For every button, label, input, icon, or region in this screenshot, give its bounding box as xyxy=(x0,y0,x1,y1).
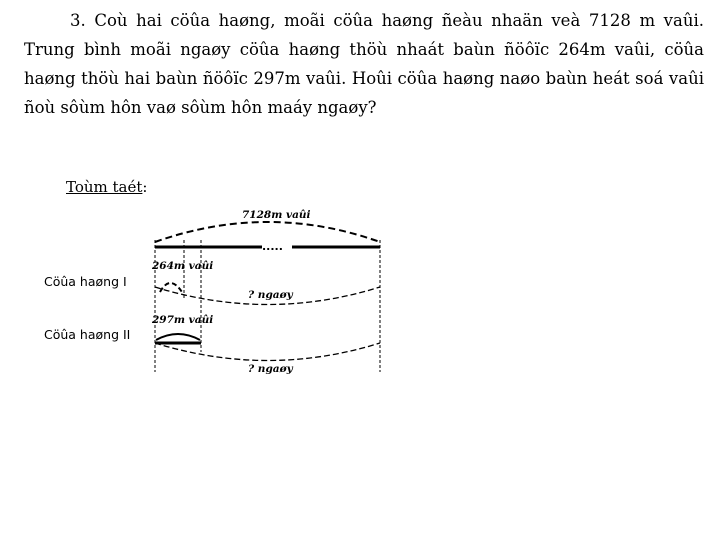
total-brace xyxy=(155,222,380,242)
store-2-days-brace xyxy=(155,343,380,361)
bar-ellipsis: ..... xyxy=(262,240,283,253)
store-1-daily-arc xyxy=(160,283,182,292)
problem-statement: 3. Coù hai cöûa haøng, moãi cöûa haøng ñeàu nhaän veà 7128 m vaûi. Trung bình moãi ngaøy cöûa haøng thöù nhaát baùn ñöôïc 264m vaûi, cöûa haøng thöù hai baùn ñöôïc 297m vaûi. Hoûi cöûa haøng naøo baùn heát soá vaûi ñoù sôùm hôn vaø sôùm hôn maáy ngaøy? xyxy=(24,11,704,117)
summary-title: Toùm taét xyxy=(66,178,143,196)
store-2-days-label: ? ngaøy xyxy=(248,363,293,375)
store-1-daily-label: 264m vaûi xyxy=(152,260,214,272)
summary-title-colon: : xyxy=(142,178,148,196)
store-2-daily-arc xyxy=(156,334,200,340)
store-1-days-label: ? ngaøy xyxy=(248,289,293,301)
store-1-label: Cöûa haøng I xyxy=(44,274,127,289)
store-2-daily-label: 297m vaûi xyxy=(152,314,214,326)
store-2-label: Cöûa haøng II xyxy=(44,327,131,342)
total-label: 7128m vaûi xyxy=(242,209,311,221)
